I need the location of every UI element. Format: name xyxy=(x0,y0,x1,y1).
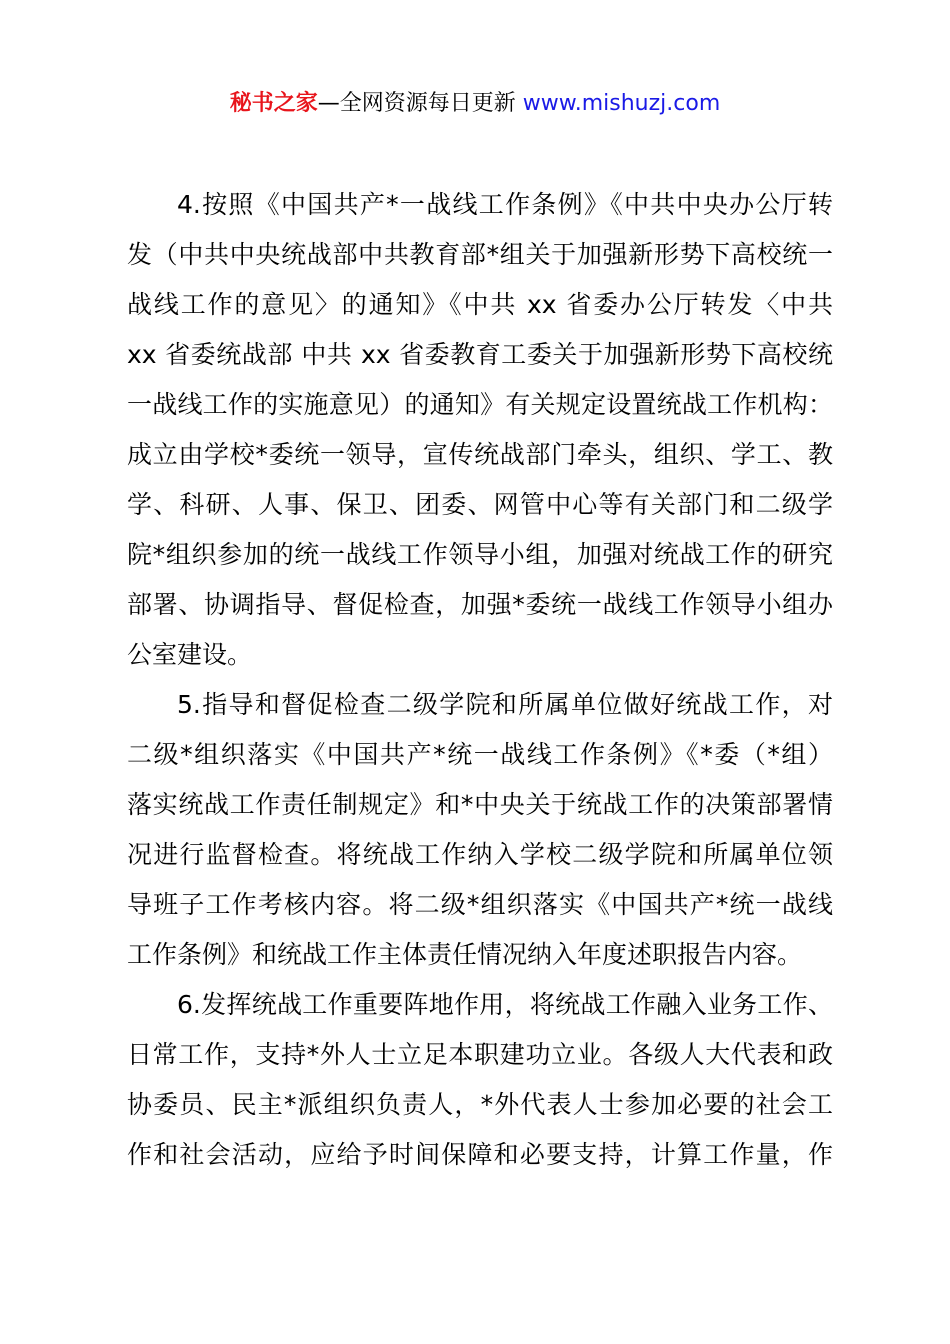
text-line: 公室建设。 xyxy=(127,640,253,669)
text-line: xx 省委统战部 中共 xx 省委教育工委关于加强新形势下高校统 xyxy=(127,340,833,369)
text-line: 工作条例》和统战工作主体责任情况纳入年度述职报告内容。 xyxy=(127,940,803,969)
paragraph-6 xyxy=(127,980,833,1180)
text-line: 落实统战工作责任制规定》和*中央关于统战工作的决策部署情 xyxy=(127,790,833,819)
paragraph-5 xyxy=(127,680,833,980)
paragraph-4 xyxy=(127,180,833,680)
brand-name: 秘书之家 xyxy=(229,91,318,116)
document-body xyxy=(127,180,833,1180)
text-line: 作和社会活动，应给予时间保障和必要支持，计算工作量，作 xyxy=(127,1140,833,1169)
site-header xyxy=(0,86,950,122)
text-line: 发（中共中央统战部中共教育部*组关于加强新形势下高校统一 xyxy=(127,240,833,269)
text-line: 导班子工作考核内容。将二级*组织落实《中国共产*统一战线 xyxy=(127,890,833,919)
text-line: 6.发挥统战工作重要阵地作用，将统战工作融入业务工作、 xyxy=(177,990,833,1019)
text-line: 协委员、民主*派组织负责人，*外代表人士参加必要的社会工 xyxy=(127,1090,833,1119)
header-tagline: —全网资源每日更新 xyxy=(317,91,523,116)
text-line: 二级*组织落实《中国共产*统一战线工作条例》《*委（*组） xyxy=(127,740,833,769)
text-line: 日常工作，支持*外人士立足本职建功立业。各级人大代表和政 xyxy=(127,1040,833,1069)
text-line: 一战线工作的实施意见）的通知》有关规定设置统战工作机构： xyxy=(127,390,833,419)
text-line: 5.指导和督促检查二级学院和所属单位做好统战工作，对 xyxy=(177,690,833,719)
text-line: 部署、协调指导、督促检查，加强*委统一战线工作领导小组办 xyxy=(127,590,833,619)
site-url-link[interactable]: www.mishuzj.com xyxy=(522,91,721,116)
text-line: 学、科研、人事、保卫、团委、网管中心等有关部门和二级学 xyxy=(127,490,833,519)
text-line: 成立由学校*委统一领导，宣传统战部门牵头，组织、学工、教 xyxy=(127,440,833,469)
text-line: 况进行监督检查。将统战工作纳入学校二级学院和所属单位领 xyxy=(127,840,833,869)
text-line: 战线工作的意见〉的通知》《中共 xx 省委办公厅转发〈中共 xyxy=(127,290,833,319)
text-line: 院*组织参加的统一战线工作领导小组，加强对统战工作的研究 xyxy=(127,540,833,569)
text-line: 4.按照《中国共产*一战线工作条例》《中共中央办公厅转 xyxy=(177,190,833,219)
